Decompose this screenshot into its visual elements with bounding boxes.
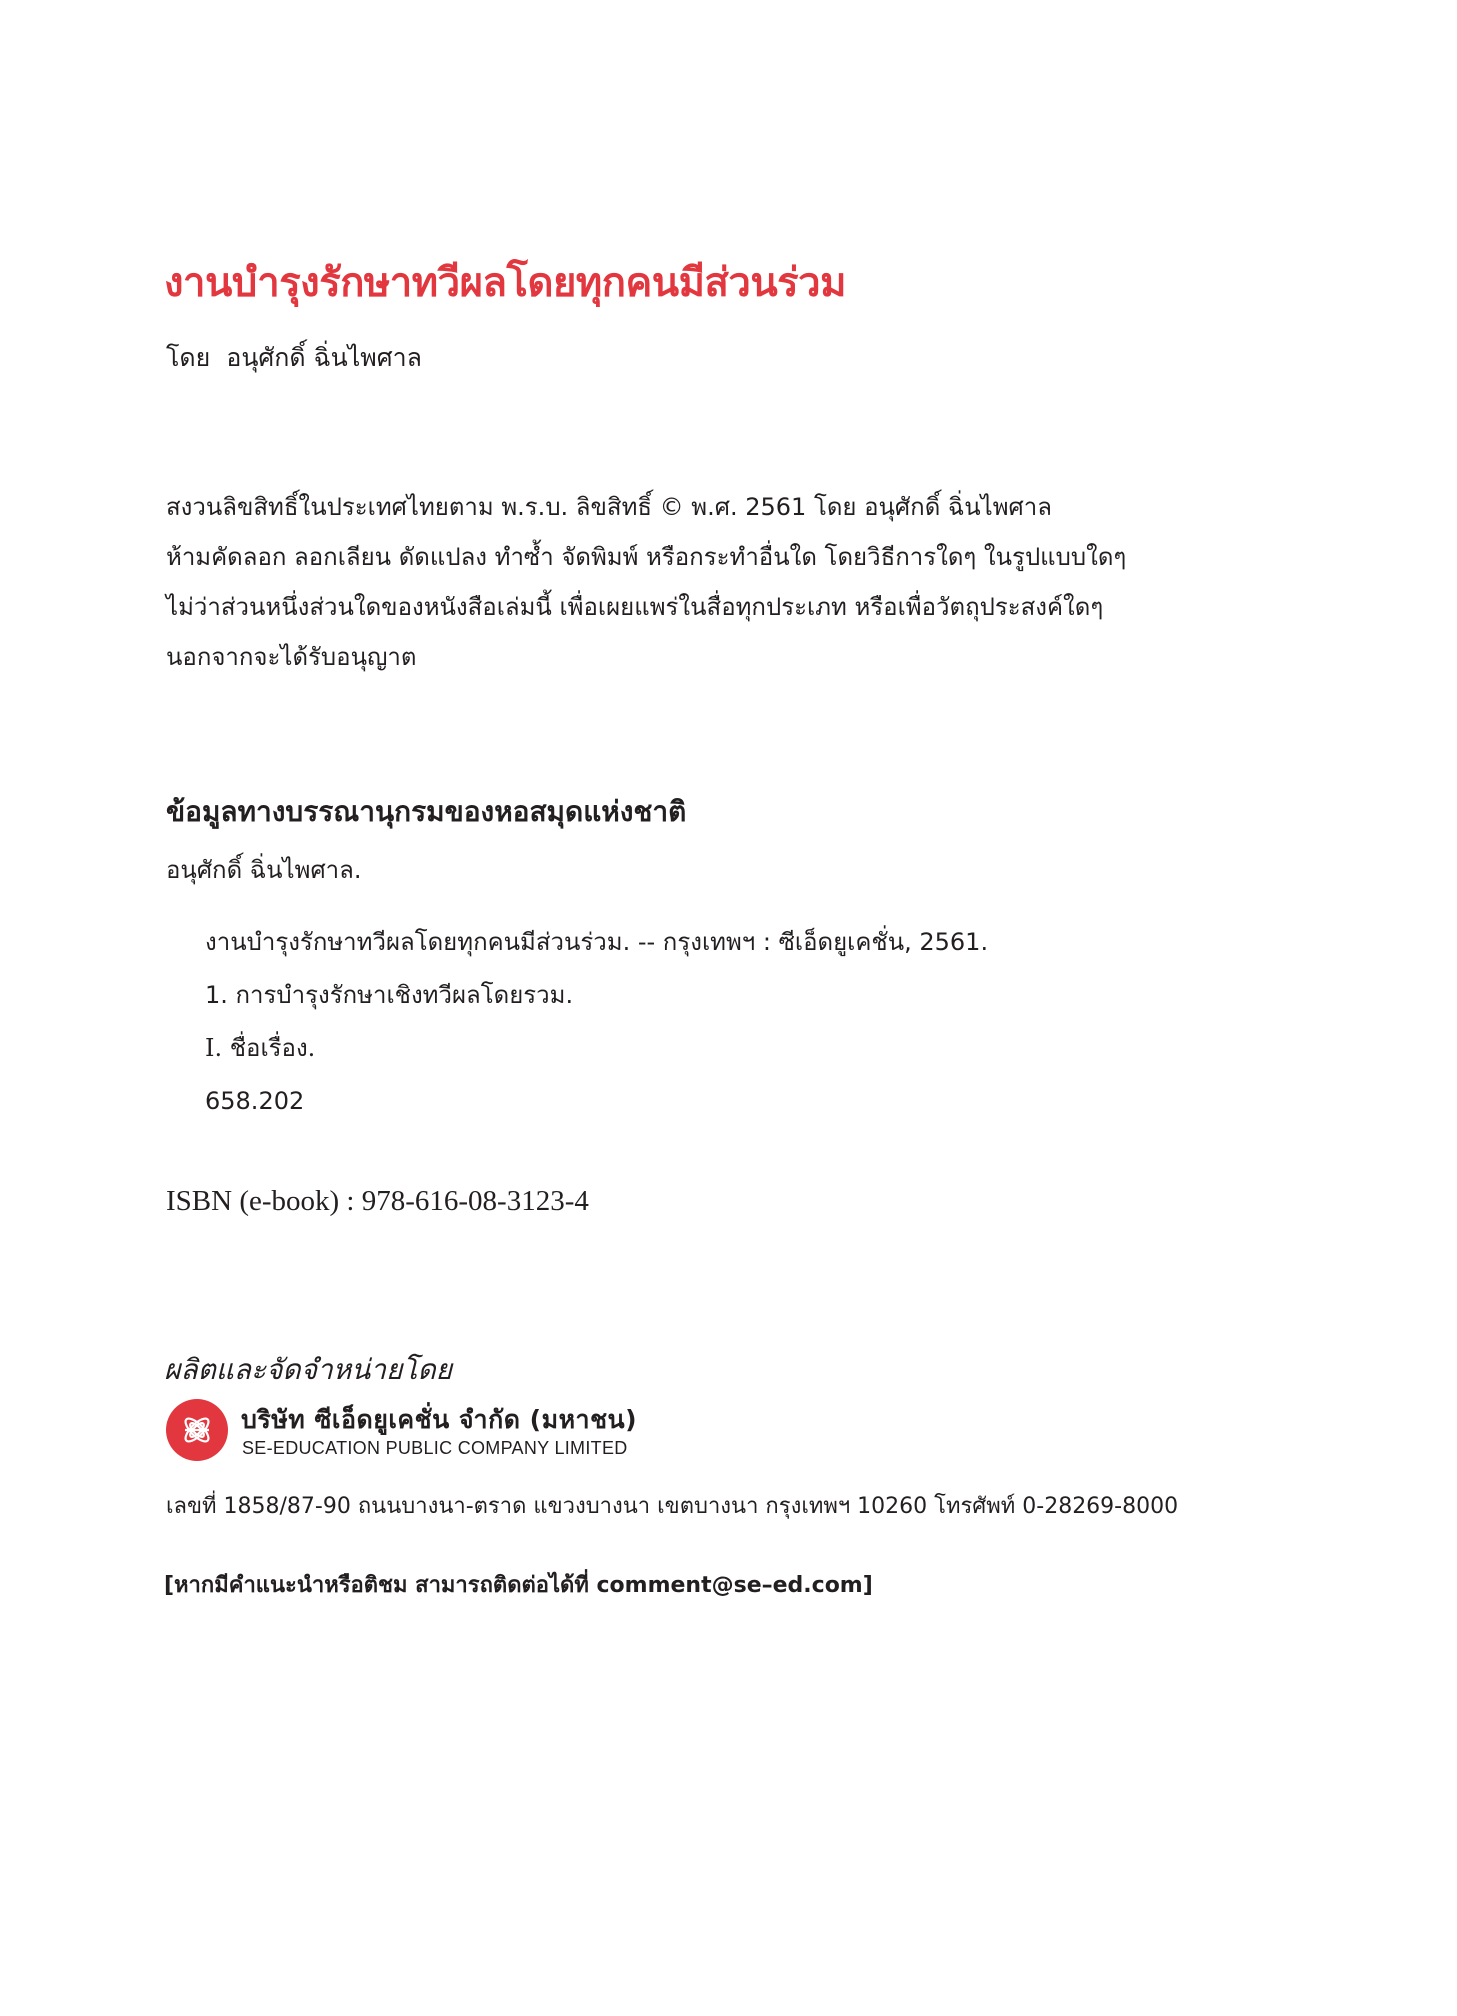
isbn: ISBN (e-book) : 978-616-08-3123-4 — [166, 1185, 589, 1217]
cip-line: 1. การบำรุงรักษาเชิงทวีผลโดยรวม. — [205, 981, 574, 1009]
cip-author: อนุศักดิ์ ฉิ่นไพศาล. — [166, 856, 362, 884]
cip-line: I. ชื่อเรื่อง. — [205, 1034, 316, 1062]
cip-heading: ข้อมูลทางบรรณานุกรมของหอสมุดแห่งชาติ — [166, 795, 687, 828]
producer-label: ผลิตและจัดจำหน่ายโดย — [164, 1353, 453, 1386]
author-name: อนุศักดิ์ ฉิ่นไพศาล — [226, 343, 423, 372]
cip-line: งานบำรุงรักษาทวีผลโดยทุกคนมีส่วนร่วม. -- กรุงเทพฯ : ซีเอ็ดยูเคชั่น, 2561. — [205, 928, 989, 956]
se-ed-logo-icon — [166, 1399, 228, 1461]
copyright-line: นอกจากจะได้รับอนุญาต — [166, 643, 417, 671]
copyright-line: สงวนลิขสิทธิ์ในประเทศไทยตาม พ.ร.บ. ลิขสิทธิ์ © พ.ศ. 2561 โดย อนุศักดิ์ ฉิ่นไพศาล — [166, 493, 1052, 521]
company-name-english: SE-EDUCATION PUBLIC COMPANY LIMITED — [242, 1438, 628, 1458]
book-title: งานบำรุงรักษาทวีผลโดยทุกคนมีส่วนร่วม — [164, 259, 846, 306]
company-address: เลขที่ 1858/87-90 ถนนบางนา-ตราด แขวงบางนา เขตบางนา กรุงเทพฯ 10260 โทรศัพท์ 0-28269-8000 — [166, 1494, 1179, 1519]
copyright-notice — [166, 482, 1316, 682]
cip-line: 658.202 — [205, 1087, 305, 1115]
company-name-thai: บริษัท ซีเอ็ดยูเคชั่น จำกัด (มหาชน) — [241, 1405, 638, 1434]
copyright-line: ห้ามคัดลอก ลอกเลียน ดัดแปลง ทำซ้ำ จัดพิมพ์ หรือกระทำอื่นใด โดยวิธีการใดๆ ในรูปแบบใดๆ — [166, 543, 1127, 571]
author-line — [166, 338, 422, 378]
copyright-line: ไม่ว่าส่วนหนึ่งส่วนใดของหนังสือเล่มนี้ เพื่อเผยแพร่ในสื่อทุกประเภท หรือเพื่อวัตถุประสงค์ใดๆ — [166, 593, 1104, 621]
cip-entry — [205, 916, 988, 1128]
comment-contact: [หากมีคำแนะนำหรือติชม สามารถติดต่อได้ที่ comment@se–ed.com] — [164, 1573, 873, 1598]
author-prefix: โดย — [166, 343, 211, 372]
